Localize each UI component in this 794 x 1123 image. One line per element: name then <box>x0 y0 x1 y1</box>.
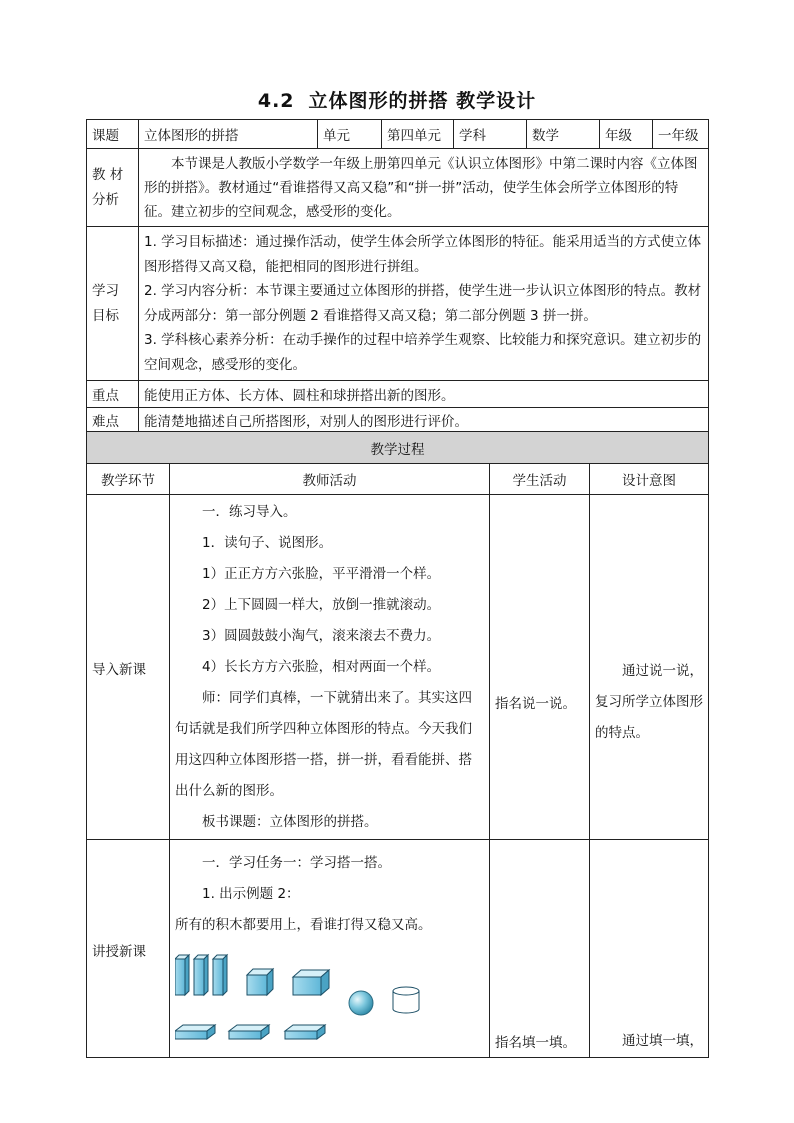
teacher-activity-intro <box>170 495 490 840</box>
design-intent-new <box>590 840 709 1058</box>
process-table <box>86 431 709 1058</box>
ball-block <box>349 991 373 1015</box>
teacher-line: 3）圆圆鼓鼓小淘气，滚来滚去不费力。 <box>202 627 441 644</box>
textbook-label <box>87 149 139 227</box>
process-row-new <box>87 840 709 1058</box>
teacher-line: 一．学习任务一：学习搭一搭。 <box>202 854 391 871</box>
teacher-line: 板书课题：立体图形的拼搭。 <box>202 813 378 830</box>
title-text: 立体图形的拼搭 教学设计 <box>308 90 537 112</box>
teacher-line: 师：同学们真棒，一下就猜出来了。其实这四句话就是我们所学四种立体图形的特点。今天我们用这四种立体图形搭一搭，拼一拼，看看能拼、搭出什么新的图形。 <box>175 689 472 799</box>
cube-block <box>247 969 273 995</box>
small-cuboid-block <box>293 970 329 995</box>
process-header-row <box>87 464 709 495</box>
cylinder-block <box>393 987 419 1013</box>
topic-label: 课题 <box>87 120 139 149</box>
process-title-row <box>87 432 709 464</box>
info-row-key <box>87 381 709 408</box>
design-intent-text: 通过说一说，复习所学立体图形的特点。 <box>595 662 703 741</box>
tall-cuboid-2 <box>194 955 208 995</box>
textbook-label-line1: 教 材 <box>92 166 124 183</box>
goal-item: 1. 学习目标描述：通过操作活动，使学生体会所学立体图形的特征。能采用适当的方式使立体图形搭得又高又稳，能把相同的图形进行拼组。 <box>144 234 702 275</box>
grade-value: 一年级 <box>653 120 709 149</box>
info-row-goals <box>87 227 709 381</box>
blocks-figure <box>175 945 475 1050</box>
flat-slab-2 <box>229 1025 269 1039</box>
teacher-line: 1．读句子、说图形。 <box>202 534 333 551</box>
header-teacher: 教师活动 <box>170 464 490 495</box>
page-title <box>0 86 794 113</box>
goal-item: 3. 学科核心素养分析：在动手操作的过程中培养学生观察、比较能力和探究意识。建立初步的空间观念，感受形的变化。 <box>144 332 702 373</box>
goals-content <box>139 227 709 381</box>
subject-value: 数学 <box>527 120 600 149</box>
textbook-analysis <box>139 149 709 227</box>
unit-label: 单元 <box>318 120 382 149</box>
teacher-activity-new <box>170 840 490 1058</box>
blocks-illustration <box>175 945 475 1050</box>
flat-slab-1 <box>175 1025 215 1039</box>
key-label: 重点 <box>87 381 139 408</box>
goals-label-line1: 学习 <box>92 282 119 299</box>
goals-label-line2: 目标 <box>92 307 119 324</box>
info-table <box>86 119 709 433</box>
subject-label: 学科 <box>454 120 527 149</box>
design-intent-new-text: 通过填一填， <box>622 1033 703 1049</box>
title-number: 4.2 <box>257 90 295 112</box>
textbook-analysis-text: 本节课是人教版小学数学一年级上册第四单元《认识立体图形》中第二课时内容《立体图形的拼搭》。教材通过“看谁搭得又高又稳”和“拼一拼”活动，使学生体会所学立体图形的特征。建立初步的空间观念，感受形的变化。 <box>144 155 698 220</box>
design-intent-intro <box>590 495 709 840</box>
header-stage: 教学环节 <box>87 464 170 495</box>
unit-value: 第四单元 <box>382 120 454 149</box>
goal-item: 2. 学习内容分析：本节课主要通过立体图形的拼搭，使学生进一步认识立体图形的特点。教材分成两部分：第一部分例题 2 看谁搭得又高又稳；第二部分例题 3 拼一拼。 <box>144 283 702 324</box>
process-row-intro <box>87 495 709 840</box>
teacher-line: 4）长长方方六张脸，相对两面一个样。 <box>202 658 441 675</box>
textbook-label-line2: 分析 <box>92 191 119 208</box>
teacher-line: 2）上下圆圆一样大，放倒一推就滚动。 <box>202 596 441 613</box>
student-activity-intro: 指名说一说。 <box>490 495 590 840</box>
teacher-line: 所有的积木都要用上，看谁打得又稳又高。 <box>175 916 432 933</box>
teacher-line: 1）正正方方六张脸，平平滑滑一个样。 <box>202 565 441 582</box>
student-activity-new: 指名填一填。 <box>490 840 590 1058</box>
process-title: 教学过程 <box>87 432 709 464</box>
teacher-line: 1. 出示例题 2： <box>202 885 300 902</box>
header-intent: 设计意图 <box>590 464 709 495</box>
key-content: 能使用正方体、长方体、圆柱和球拼搭出新的图形。 <box>139 381 709 408</box>
flat-slab-3 <box>285 1025 325 1039</box>
stage-new: 讲授新课 <box>87 840 170 1058</box>
grade-label: 年级 <box>600 120 653 149</box>
goals-label <box>87 227 139 381</box>
topic-value: 立体图形的拼搭 <box>139 120 318 149</box>
difficulty-label: 难点 <box>87 408 139 433</box>
info-row-difficulty <box>87 408 709 433</box>
stage-intro: 导入新课 <box>87 495 170 840</box>
difficulty-content: 能清楚地描述自己所搭图形，对别人的图形进行评价。 <box>139 408 709 433</box>
info-row-topic <box>87 120 709 149</box>
teacher-line: 一．练习导入。 <box>202 503 297 520</box>
tall-cuboid-3 <box>213 955 227 995</box>
tall-cuboid-1 <box>175 955 189 995</box>
header-student: 学生活动 <box>490 464 590 495</box>
info-row-textbook <box>87 149 709 227</box>
